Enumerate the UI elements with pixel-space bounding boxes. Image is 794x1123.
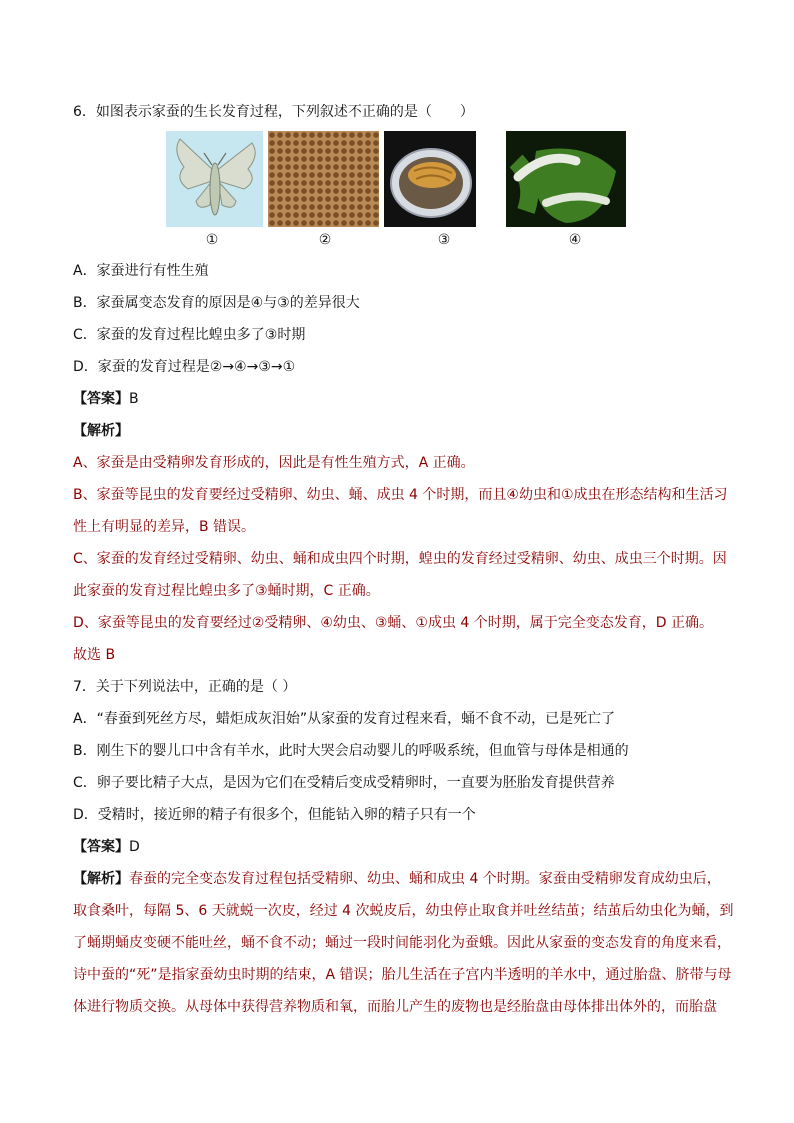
silkworm-figure xyxy=(166,131,626,227)
q7-option-c: C．卵子要比精子大点，是因为它们在受精后变成受精卵时，一直要为胚胎发育提供营养 xyxy=(73,775,615,791)
q6-analysis-line: C、家蚕的发育经过受精卵、幼虫、蛹和成虫四个时期，蝗虫的发育经过受精卵、幼虫、成虫三个时期。因 xyxy=(73,551,727,567)
q7-analysis-line xyxy=(73,870,721,888)
q7-analysis-line: 诗中蚕的“死”是指家蚕幼虫时期的结束，A 错误；胎儿生活在子宫内半透明的羊水中，通过胎盘、脐带与母 xyxy=(73,967,732,983)
q6-analysis-tag xyxy=(73,422,129,440)
q7-answer xyxy=(73,838,140,856)
figure-label-2: ② xyxy=(318,232,332,248)
q6-option-a: A．家蚕进行有性生殖 xyxy=(73,263,209,279)
q7-stem: 7．关于下列说法中，正确的是（ ） xyxy=(73,679,297,695)
answer-tag: 【答案】 xyxy=(73,839,129,855)
analysis-text: 春蚕的完全变态发育过程包括受精卵、幼虫、蛹和成虫 4 个时期。家蚕由受精卵发育成幼虫后， xyxy=(129,871,721,887)
q6-analysis-line: D、家蚕等昆虫的发育要经过②受精卵、④幼虫、③蛹、①成虫 4 个时期，属于完全变态发育，D 正确。 xyxy=(73,615,714,631)
q6-analysis-line: 性上有明显的差异，B 错误。 xyxy=(73,519,256,535)
q7-option-b: B．刚生下的婴儿口中含有羊水，此时大哭会启动婴儿的呼吸系统，但血管与母体是相通的 xyxy=(73,743,629,759)
q6-option-c: C．家蚕的发育过程比蝗虫多了③时期 xyxy=(73,327,306,343)
figure-label-4: ④ xyxy=(568,232,582,248)
q7-analysis-line: 了蛹期蛹皮变硬不能吐丝，蛹不食不动；蛹过一段时间能羽化为蚕蛾。因此从家蚕的变态发育的角度来看， xyxy=(73,935,731,951)
analysis-tag: 【解析】 xyxy=(73,423,129,439)
q6-analysis-line: 此家蚕的发育过程比蝗虫多了③蛹时期，C 正确。 xyxy=(73,583,380,599)
q7-option-d: D．受精时，接近卵的精子有很多个，但能钻入卵的精子只有一个 xyxy=(73,807,476,823)
q7-analysis-line: 体进行物质交换。从母体中获得营养物质和氧，而胎儿产生的废物也是经胎盘由母体排出体外的，而胎盘 xyxy=(73,999,717,1015)
answer-tag: 【答案】 xyxy=(73,391,129,407)
larvae-image xyxy=(506,131,626,227)
q6-analysis-line: 故选 B xyxy=(73,647,116,663)
q6-stem: 6．如图表示家蚕的生长发育过程，下列叙述不正确的是（ ） xyxy=(73,104,474,120)
q6-analysis-line: A、家蚕是由受精卵发育形成的，因此是有性生殖方式，A 正确。 xyxy=(73,455,475,471)
figure-label-3: ③ xyxy=(437,232,451,248)
q6-answer xyxy=(73,390,139,408)
q7-analysis-line: 取食桑叶，每隔 5、6 天就蜕一次皮，经过 4 次蜕皮后，幼虫停止取食并吐丝结茧；结茧后幼虫化为蛹，到 xyxy=(73,903,734,919)
figure-label-1: ① xyxy=(205,232,219,248)
analysis-tag: 【解析】 xyxy=(73,871,129,887)
answer-value: D xyxy=(129,839,140,855)
moth-image xyxy=(166,131,263,227)
eggs-image xyxy=(268,131,379,227)
q6-option-d: D．家蚕的发育过程是②→④→③→① xyxy=(73,359,296,375)
pupa-image xyxy=(384,131,476,227)
q7-option-a: A．“春蚕到死丝方尽，蜡炬成灰泪始”从家蚕的发育过程来看，蛹不食不动，已是死亡了 xyxy=(73,711,616,727)
q6-option-b: B．家蚕属变态发育的原因是④与③的差异很大 xyxy=(73,295,360,311)
answer-value: B xyxy=(129,391,139,407)
q6-analysis-line: B、家蚕等昆虫的发育要经过受精卵、幼虫、蛹、成虫 4 个时期，而且④幼虫和①成虫在形态结构和生活习 xyxy=(73,487,728,503)
